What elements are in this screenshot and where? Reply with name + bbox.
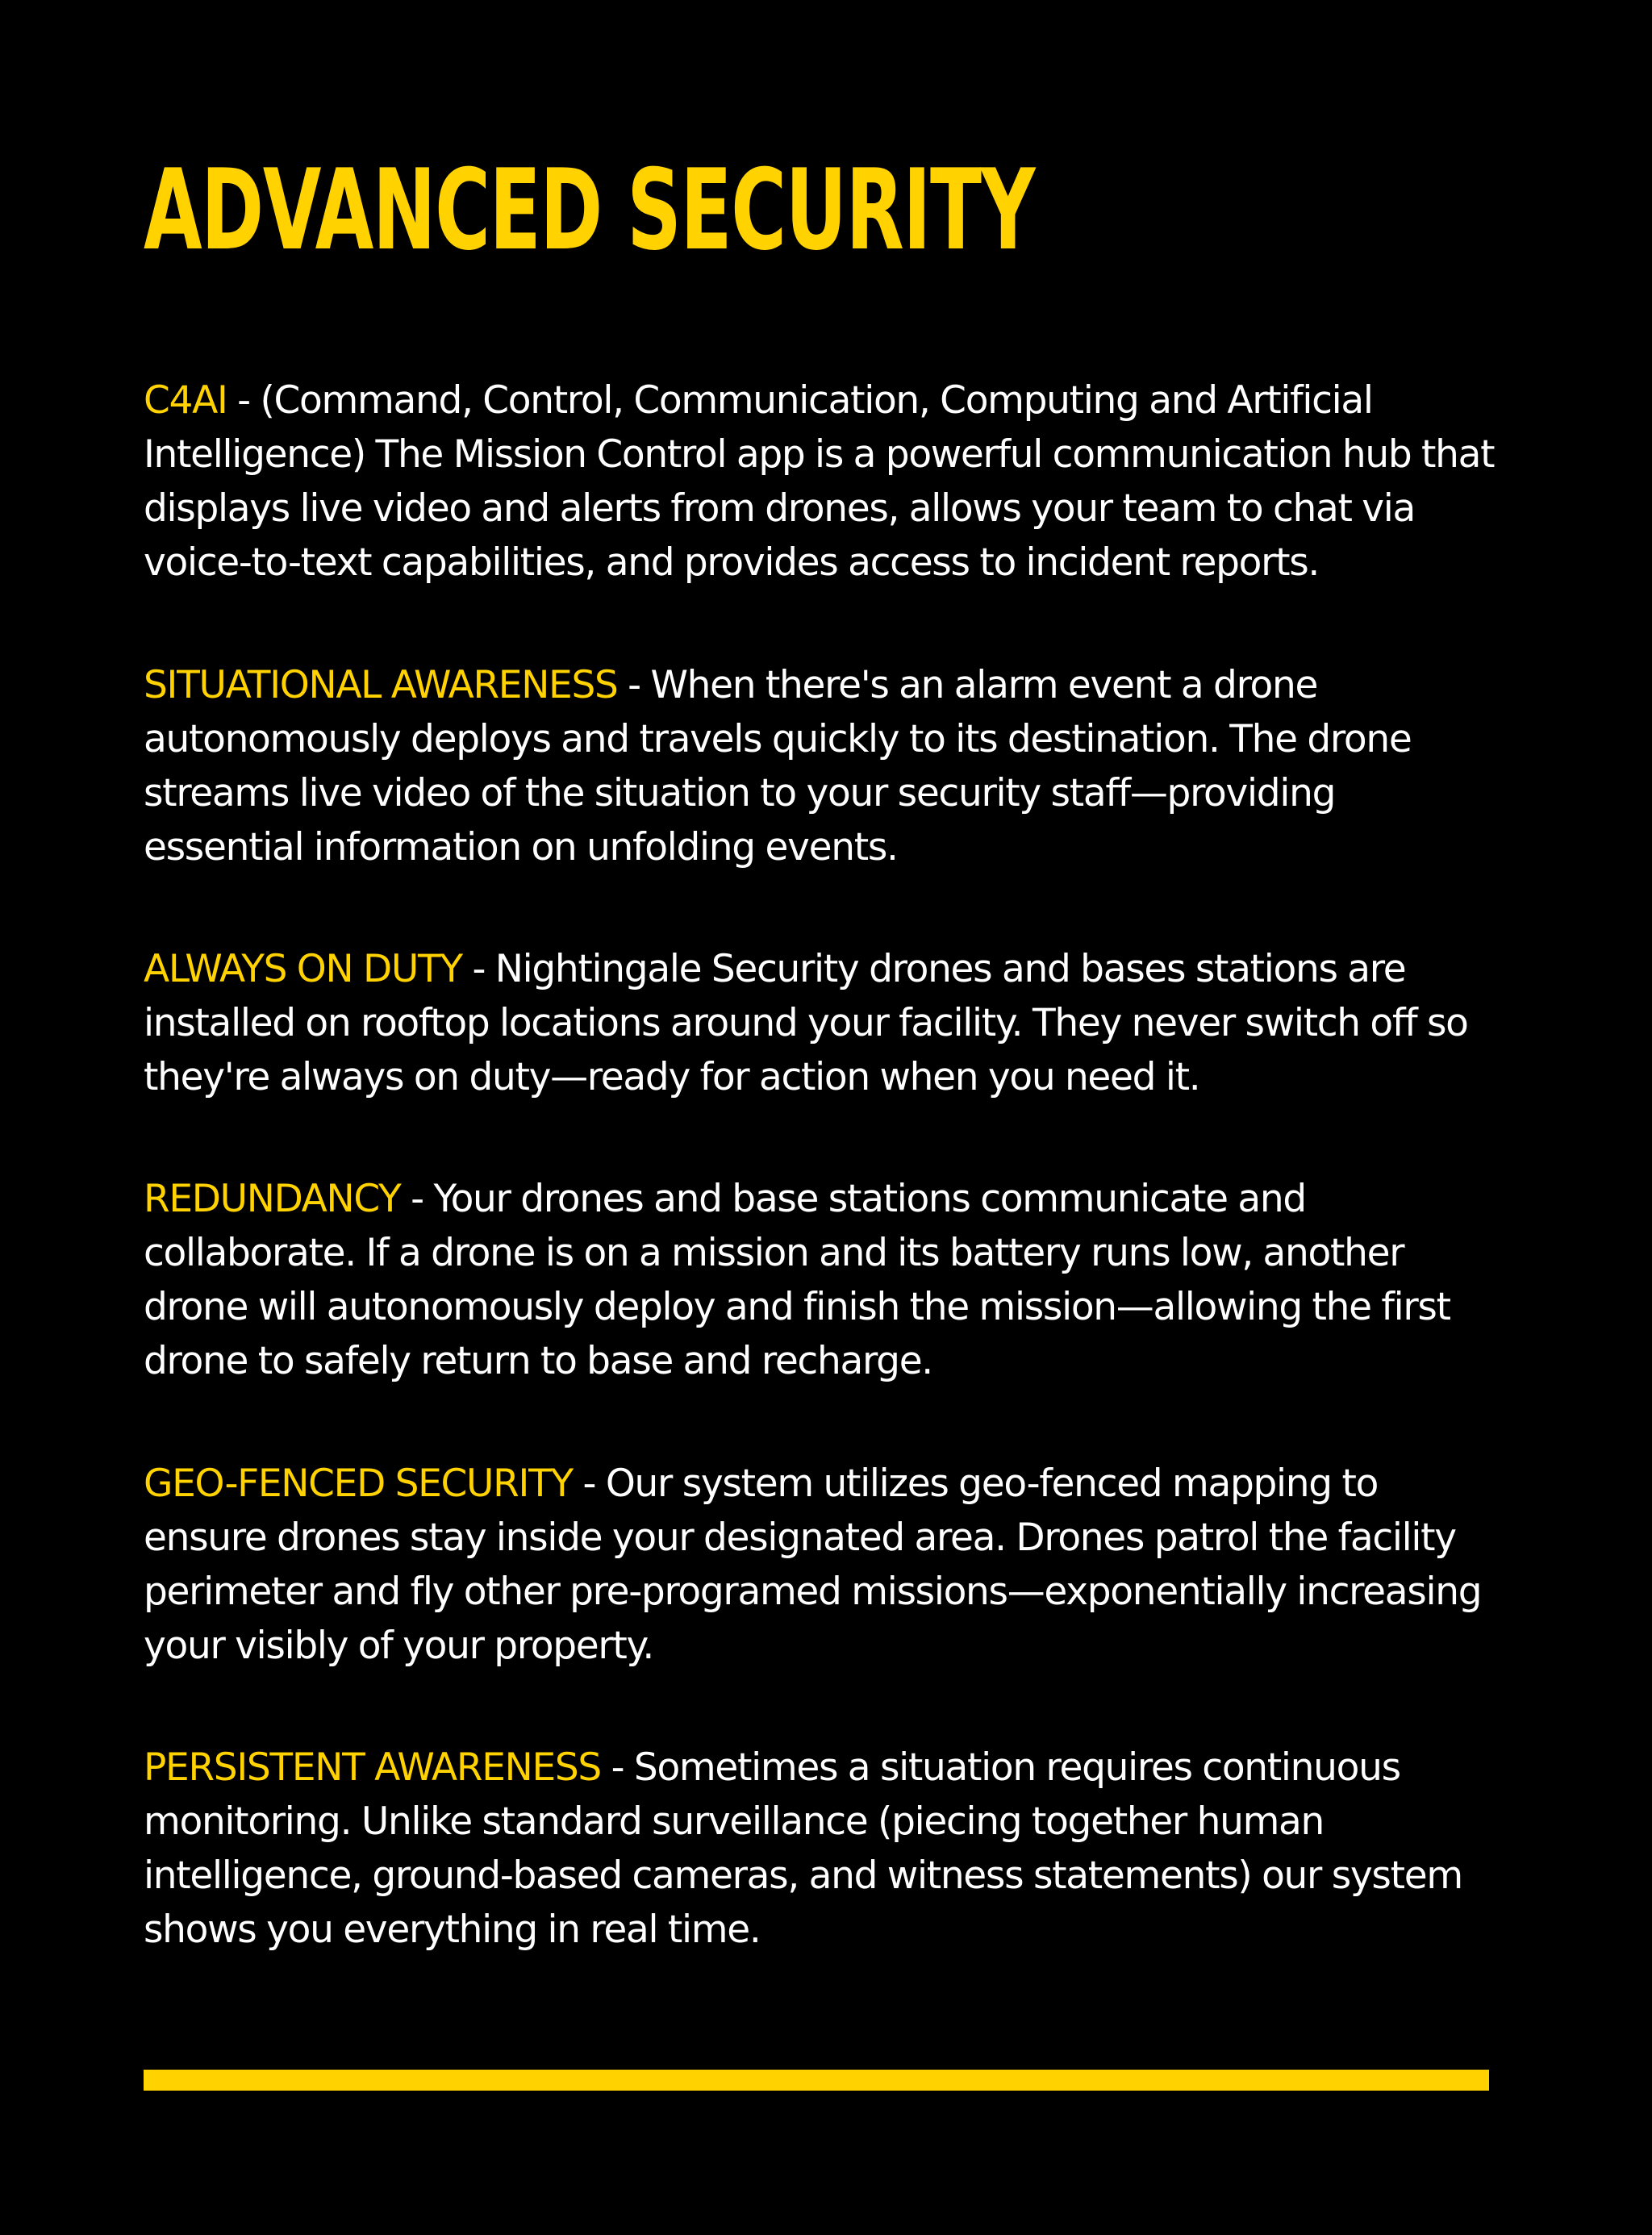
section-separator: - — [600, 1745, 634, 1790]
section-separator: - — [400, 1177, 434, 1221]
section-body: Sometimes a situation requires continuous monitoring. Unlike standard surveillance (piecing together human intelligence, ground-based cameras, and witness statements) our system shows you everything in real time. — [144, 1745, 1462, 1952]
section-separator: - — [572, 1462, 606, 1506]
section-redundancy — [144, 1172, 1496, 1388]
section-separator: - — [461, 947, 495, 991]
section-term: REDUNDANCY — [144, 1177, 401, 1221]
section-separator: - — [617, 663, 651, 707]
section-body: Our system utilizes geo-fenced mapping to ensure drones stay inside your designated area. Drones patrol the facility perimeter and fly other pre-programed missions—exponentially increasing your visibly of your property. — [144, 1462, 1482, 1668]
section-situational-awareness — [144, 658, 1496, 874]
section-term: ALWAYS ON DUTY — [144, 947, 462, 991]
section-body: When there's an alarm event a drone autonomously deploys and travels quickly to its destination. The drone streams live video of the situation to your security staff—providing essential information on unfolding events. — [144, 663, 1412, 869]
section-persistent-awareness — [144, 1741, 1496, 1957]
section-separator: - — [227, 378, 261, 423]
section-body: Your drones and base stations communicate and collaborate. If a drone is on a mission and its battery runs low, another drone will autonomously deploy and finish the mission—allowing the first drone to safely return to base and recharge. — [144, 1177, 1450, 1383]
section-term: GEO-FENCED SECURITY — [144, 1462, 573, 1506]
section-term: PERSISTENT AWARENESS — [144, 1745, 601, 1790]
section-body: (Command, Control, Communication, Computing and Artificial Intelligence) The Mission Control app is a powerful communication hub that displays live video and alerts from drones, allows your team to chat via voice-to-text capabilities, and provides access to incident reports. — [144, 378, 1495, 585]
section-term: SITUATIONAL AWARENESS — [144, 663, 618, 707]
section-body: Nightingale Security drones and bases stations are installed on rooftop locations around your facility. They never switch off so they're always on duty—ready for action when you need it. — [144, 947, 1468, 1099]
section-c4ai — [144, 373, 1496, 590]
accent-divider — [144, 2070, 1489, 2091]
page-title: ADVANCED SECURITY — [144, 145, 1035, 275]
section-geo-fenced-security — [144, 1457, 1496, 1673]
section-always-on-duty — [144, 942, 1496, 1104]
section-term: C4AI — [144, 378, 227, 423]
